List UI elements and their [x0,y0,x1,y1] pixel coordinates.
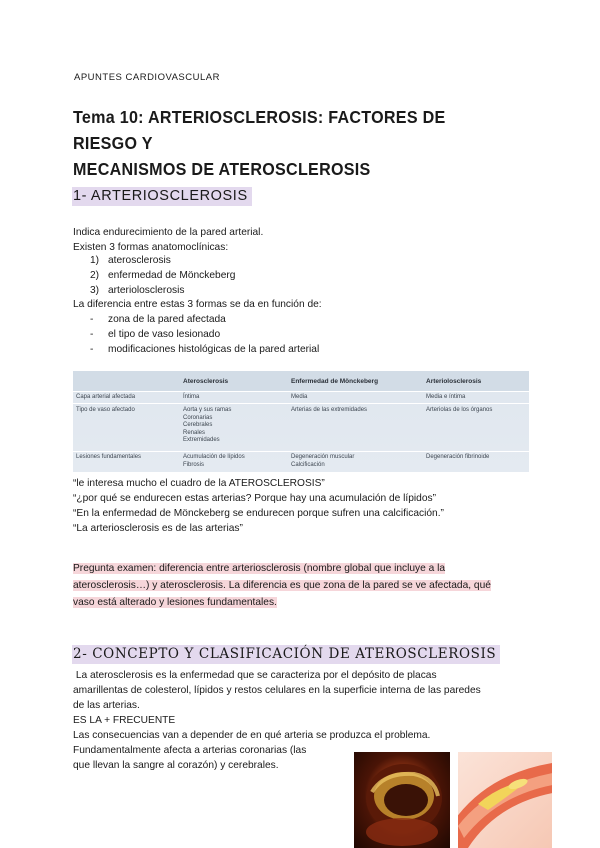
table-cell: Degeneración muscular Calcificación [291,454,355,468]
table-divider [73,403,529,404]
table-cell: Aorta y sus ramas Coronarias Cerebrales Renales Extremidades [183,407,232,443]
table-cell: Media e íntima [426,394,466,400]
table-header: Enfermedad de Mönckeberg [291,378,379,385]
list-marker: 3) [90,285,100,296]
list-text: aterosclerosis [108,255,171,266]
table-cell: Media [291,394,308,400]
comparison-table [73,371,529,472]
list-item [90,253,171,268]
intro-line-1: Indica endurecimiento de la pared arterial. [73,227,264,238]
table-divider [73,391,529,392]
title-line-1: Tema 10: ARTERIOSCLEROSIS: FACTORES DE RIESGO Y [73,107,446,153]
document-title [73,104,496,182]
exam-question-note [73,560,533,611]
criteria-item [90,312,226,327]
body-line: amarillentas de colesterol, lípidos y restos celulares en la superficie interna de las paredes [73,685,481,696]
section-2-heading: 2- CONCEPTO Y CLASIFICACIÓN DE ATEROSCLEROSIS [72,645,500,664]
section-1-heading: 1- ARTERIOSCLEROSIS [72,187,252,206]
exam-note-line-2: aterosclerosis…) y aterosclerosis. La diferencia es que zona de la pared se ve afectada, qué [73,580,491,591]
plaque-illustration-graphic [458,752,552,848]
list-item [90,283,184,298]
exam-note-line-1: Pregunta examen: diferencia entre arteriosclerosis (nombre global que incluye a la [73,563,446,574]
table-cell: Íntima [183,394,200,400]
body-line: La aterosclerosis es la enfermedad que se caracteriza por el depósito de placas [73,670,437,681]
dash-marker: - [90,329,94,340]
quote-line: “¿por qué se endurecen estas arterias? Porque hay una acumulación de lípidos” [73,493,437,504]
quote-line: “La arteriosclerosis es de las arterias” [73,523,243,534]
table-header: Arteriolosclerosis [426,378,482,385]
artery-cross-section-photo [354,752,450,848]
artery-plaque-illustration [458,752,552,848]
title-line-2: MECANISMOS DE ATEROSCLEROSIS [73,159,371,179]
section-1-heading-wrap [72,187,252,205]
body-line: que llevan la sangre al corazón) y cerebrales. [73,760,279,771]
list-marker: 2) [90,270,100,281]
difference-intro: La diferencia entre estas 3 formas se da en función de: [73,299,322,310]
dash-marker: - [90,344,94,355]
body-line: Fundamentalmente afecta a arterias coronarias (las [73,745,307,756]
section-1-intro [73,225,263,255]
list-text: enfermedad de Mönckeberg [108,270,236,281]
list-text: arteriolosclerosis [108,285,185,296]
exam-note-line-3: vaso está alterado y lesiones fundamentales. [73,597,277,608]
list-item [90,268,235,283]
criteria-text: modificaciones histológicas de la pared arterial [108,344,320,355]
section-2-heading-wrap [72,646,500,662]
dash-marker: - [90,314,94,325]
table-header: Aterosclerosis [183,378,229,385]
table-row-label: Capa arterial afectada [76,394,136,400]
table-cell: Arteriolas de los órganos [426,407,493,413]
criteria-text: el tipo de vaso lesionado [108,329,221,340]
table-cell: Acumulación de lípidos Fibrosis [183,454,245,468]
criteria-text: zona de la pared afectada [108,314,226,325]
quote-line: “le interesa mucho el cuadro de la ATEROSCLEROSIS” [73,478,325,489]
artery-photo-graphic [354,752,450,848]
teacher-quotes [73,476,444,536]
quote-line: “En la enfermedad de Mönckeberg se endurecen porque sufren una calcificación.” [73,508,444,519]
course-header: APUNTES CARDIOVASCULAR [74,72,220,83]
list-marker: 1) [90,255,100,266]
body-line: de las arterias. [73,700,140,711]
body-line: Las consecuencias van a depender de en qué arteria se produzca el problema. [73,730,431,741]
table-cell: Degeneración fibrinoide [426,454,490,460]
body-line: ES LA + FRECUENTE [73,715,176,726]
criteria-item [90,342,319,357]
table-row-label: Tipo de vaso afectado [76,407,135,413]
intro-line-2: Existen 3 formas anatomoclínicas: [73,242,229,253]
table-divider [73,451,529,452]
table-row-label: Lesiones fundamentales [76,454,142,460]
criteria-item [90,327,220,342]
table-cell: Arterias de las extremidades [291,407,368,413]
